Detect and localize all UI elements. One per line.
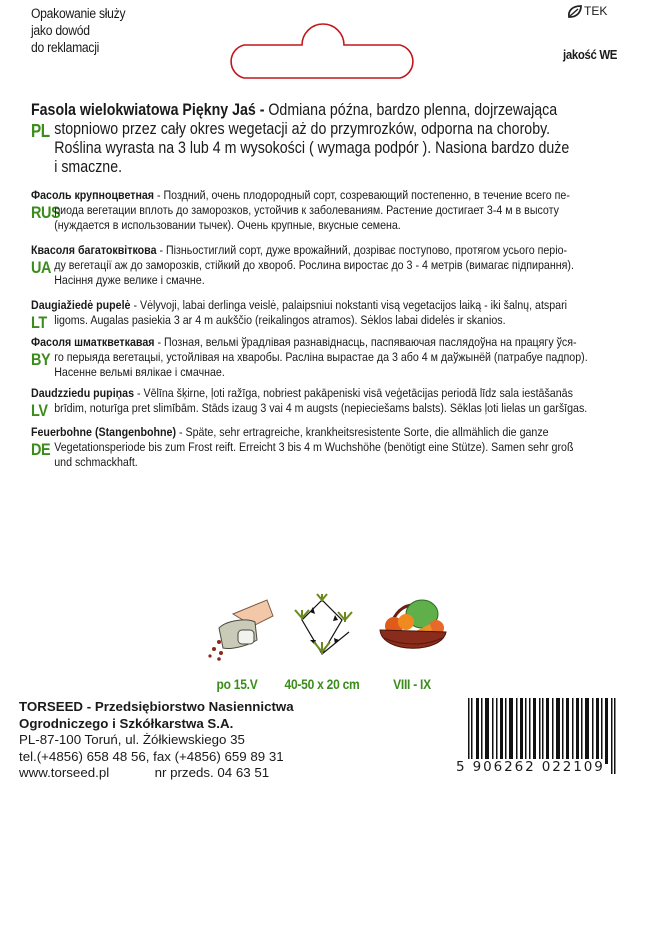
description-line: (нуждается в использовании тычек). Очень крупные, вкусные семена. bbox=[54, 218, 401, 233]
variety-title: Фасоля шматкветкавая bbox=[31, 335, 155, 349]
sowing-date-label: po 15.V bbox=[216, 676, 258, 692]
description-rus bbox=[31, 188, 631, 234]
description-de bbox=[31, 425, 631, 471]
description-line: Odmiana późna, bardzo plenna, dojrzewająca bbox=[264, 101, 558, 119]
harvest-time bbox=[362, 592, 462, 692]
language-code: LT bbox=[31, 313, 47, 332]
language-code: PL bbox=[31, 121, 50, 141]
description-lv bbox=[31, 386, 631, 420]
variety-title: Fasola wielokwiatowa Piękny Jaś - bbox=[31, 101, 265, 119]
hang-tab-outline bbox=[220, 20, 425, 82]
description-line: - Vėlyvoji, labai derlinga veislė, palaipsniui nokstanti visą vegetacijos laiką - iki šalnų, atspari bbox=[130, 298, 568, 312]
plant-spacing-label: 40-50 x 20 cm bbox=[284, 676, 360, 692]
description-line: ligoms. Augalas pasiekia 3 ar 4 m aukščio (reikalingos atramos). Sėklos labai didelės ir skanios. bbox=[54, 313, 506, 328]
sowing-hand-icon bbox=[197, 592, 277, 664]
variety-title: Feuerbohne (Stangenbohne) bbox=[31, 425, 177, 439]
description-line: - Späte, sehr ertragreiche, krankheitsresistente Sorte, die allmählich die ganze bbox=[176, 425, 549, 439]
sowing-info-row bbox=[0, 592, 646, 692]
description-line: stopniowo przez cały okres wegetacji aż do przymrozków, odporna na choroby. bbox=[54, 120, 551, 138]
description-lt bbox=[31, 298, 631, 332]
eco-logo bbox=[567, 4, 607, 18]
notice-line: do reklamacji bbox=[31, 40, 100, 55]
description-line: риода вегетации вплоть до заморозков, устойчив к заболеваниям. Растение достигает 3-4 м в высоту bbox=[54, 203, 559, 218]
company-registry-number: nr przeds. 04 63 51 bbox=[154, 765, 270, 780]
description-pl bbox=[31, 101, 631, 177]
notice-line: jako dowód bbox=[31, 23, 90, 38]
harvest-time-label: VIII - IX bbox=[393, 676, 431, 692]
barcode-number: 5 906262 022109 bbox=[456, 759, 605, 775]
company-name-line2: Ogrodniczego i Szkółkarstwa S.A. bbox=[19, 715, 234, 731]
harvest-basket-icon bbox=[372, 592, 452, 664]
description-line: und schmackhaft. bbox=[54, 455, 138, 470]
description-by bbox=[31, 335, 631, 381]
description-line: brīdim, noturīga pret slimībām. Stāds izaug 3 vai 4 m augsts (nepieciešams balsts). Sēklas ļoti lielas un garšīgas. bbox=[54, 401, 588, 416]
complaint-notice bbox=[31, 5, 125, 56]
description-line: Vegetationsperiode bis zum Frost reift. Erreicht 3 bis 4 m Wuchshöhe (benötigt eine Stütze). Samen sehr groß bbox=[54, 440, 574, 455]
description-line: - Позная, вельмі ўрадлівая разнавіднасць, паспяваючая паслядоўна на працягу ўся- bbox=[154, 335, 577, 349]
description-line: i smaczne. bbox=[54, 158, 123, 176]
description-line: - Поздний, очень плодородный сорт, созревающий постепенно, в течение всего пе- bbox=[154, 188, 570, 202]
description-line: ду вегетації аж до заморозків, стійкий до хвороб. Рослина виростає до 3 - 4 метрів (вимагає підпирання). bbox=[54, 258, 574, 273]
description-line: Насіння дуже велике і смачне. bbox=[54, 273, 205, 288]
description-line: Насенне вельмі вялікае і смачнае. bbox=[54, 365, 225, 380]
quality-label: jakość WE bbox=[563, 47, 618, 62]
company-info bbox=[19, 699, 294, 782]
plant-spacing-icon bbox=[277, 592, 367, 664]
company-phone-fax: tel.(+4856) 658 48 56, fax (+4856) 659 89 31 bbox=[19, 748, 284, 764]
description-line: го перыяда вегетацыі, устойлівая на хваробы. Расліна вырастае да 3 або 4 м даўжынёй (патрабуе падпор). bbox=[54, 350, 588, 365]
notice-line: Opakowanie służy bbox=[31, 6, 126, 21]
language-code: DE bbox=[31, 440, 51, 459]
language-code: UA bbox=[31, 258, 52, 277]
description-line: - Пізньостиглий сорт, дуже врожайний, дозріває поступово, протягом усього періо- bbox=[156, 243, 568, 257]
company-name-line1: TORSEED - Przedsiębiorstwo Nasiennictwa bbox=[19, 699, 294, 714]
description-ua bbox=[31, 243, 631, 289]
plant-spacing bbox=[272, 592, 372, 692]
description-line: - Vēlīna šķirne, ļoti ražīga, nobriest pakāpeniski visā veģetācijas periodā līdz sala iestāšanās bbox=[134, 386, 573, 400]
variety-title: Daudzziedu pupiņas bbox=[31, 386, 135, 400]
variety-title: Daugiažiedė pupelė bbox=[31, 298, 131, 312]
variety-title: Квасоля багатоквіткова bbox=[31, 243, 157, 257]
variety-title: Фасоль крупноцветная bbox=[31, 188, 155, 202]
description-line: Roślina wyrasta na 3 lub 4 m wysokości ( wymaga podpór ). Nasiona bardzo duże bbox=[54, 139, 570, 157]
leaf-icon bbox=[567, 5, 582, 18]
language-code: LV bbox=[31, 401, 48, 420]
eco-logo-label: TEK bbox=[584, 4, 608, 18]
language-code: RUS bbox=[31, 203, 61, 222]
language-code: BY bbox=[31, 350, 51, 369]
company-website[interactable]: www.torseed.pl bbox=[19, 765, 110, 780]
company-address: PL-87-100 Toruń, ul. Żółkiewskiego 35 bbox=[19, 732, 245, 747]
